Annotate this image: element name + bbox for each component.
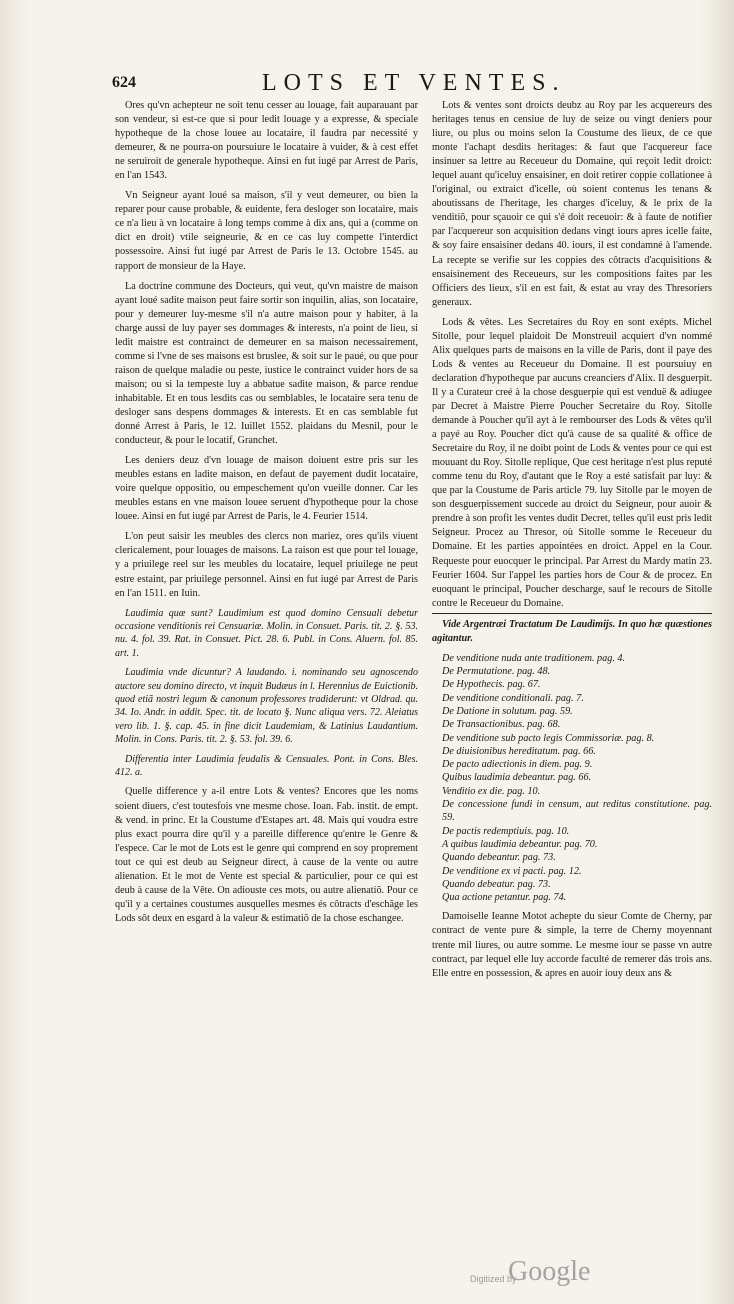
right-column [432,99,712,987]
page-number: 624 [112,74,136,91]
paragraph: Ores qu'vn achepteur ne soit tenu cesser au louage, fait auparauant par son vendeur, si est-ce que si pour ledit louage y a expresse, & speciale hypotheque de la chose louee au locataire, il faudra par necessité y demeurer, & ne pourra-on poursuiure le locataire à vuider, & à cest effet ne seruiroit de generale hypotheque. Ainsi en fut iugé par Arrest de Paris, en l'an 1543. [115,100,418,182]
list-item: De Permutatione. pag. 48. [442,666,551,678]
latin-citation: Laudimia vnde dicuntur? A laudando. i. nominando seu agnoscendo auctore seu domino directo, vt inquit Budæus in l. Herennius de Euictionib. quod etiã nostri legum & canonum professores tradiderunt: vt Oldrad. qu. 34. Io. Andr. in addit. Spec. tit. de locato §. Nunc aliqua vers. 72. Aleiatus vero lib. 1. §. cap. 45. in fine dicit Laudemiam, & Latinius Laudantium. Molin. in Cons. Paris. tit. 2. §. 53. fol. 39. 6. [115,667,418,746]
list-item: Qua actione petantur. pag. 74. [442,892,567,904]
paragraph: Les deniers deuz d'vn louage de maison doiuent estre pris sur les meubles estans en ladite maison, en defaut de payement dudit locataire, voire quelque oppositio, ou empeschement qu'on vueille donner. Car les meubles estans en vne maison louee seruent d'hypotheque pour la chose louee. Ainsi en fut iugé par Arrest de Paris, le 4. Feurier 1514. [115,455,418,523]
google-logo: Google [508,1256,591,1287]
list-item: De venditione ex vi pacti. pag. 12. [442,865,582,877]
paragraph: Lots & ventes sont droicts deubz au Roy par les acquereurs des heritages tenus en censiue de luy de seize ou vingt deniers pour liure, ou plus ou moins selon la Coustume des lieux, de ce que monte l'achapt desdits heritages: & faut que l'acquereur face insinuer sa lettre au Receueur du Domaine, qui reçoit ledit droict: lequel auant qu'iceluy ensaisiner, en doit retirer coppie collationee à l'original, ou extraict d'icelle, où soient contenus les tenans & aboutissans de l'heritage, les charges d'iceluy, & le prix de la venditiõ, pour sçauoir ce qui s'é doit receuoir: & à faute de notifier par l'acquereur son acquisition dedans vingt iours apres icelle faite, & soy faire ensaisiner dedans 40. iours, il est condamné à l'amende. La recepte se verifie sur les coppies des côtracts d'acquisitions & ensaisinement des Receueurs, sur les compositions faites par les Officiers des lieux, s'il en est fait, & estat au vray des Thresoriers generaux. [432,100,712,308]
list-item: Quando debeantur. pag. 73. [442,852,556,864]
list-item: De venditione nuda ante traditionem. pag. 4. [442,652,626,664]
paragraph: Vn Seigneur ayant loué sa maison, s'il y veut demeurer, ou bien la reparer pour cause probable, & euidente, fera desloger son locataire, mais ce n'a lieu à vn locataire à long temps comme à dix ans, qui a (comme on dict en droit) vtile seigneurie, & en ce cas luy compette l'interdict possessoire. Ainsi fut iugé par Arrest de Paris le 13. Octobre 1545. au rapport de monsieur de la Haye. [115,190,418,272]
list-item: De Hypothecis. pag. 67. [442,679,541,691]
paragraph: Lods & vêtes. Les Secretaires du Roy en sont exépts. Michel Sitolle, pour lequel plaidoit De Monstreuil acquiert d'vn nommé Alix quelques parts de maisons en la ville de Paris, dont il paye des Lods & ventes au Receueur du Domaine. Il est poursuiuy en declaration d'hypotheque par aucuns creanciers d'Alix. Il desguerpit. Il y a Curateur creé à la chose desguerpie qui est venduë & adiugee par Decret à Maistre Pierre Poucher Secretaire du Roy. Sitolle demande à Poucher qu'il ayt à le rembourser des Lods & vêtes qu'il a payé au Roy. Poucher dict qu'à cause de sa qualité & office de Secretaire du Roy, il ne doibt point de Lods & ventes pour ce qui est mouuant du Roy. Sitolle replique, Que cest heritage n'est plus reputé comme tenu du Roy, d'autant que le Roy a esté satisfait par luy: & que par la Coustume de Paris article 79. luy Sitolle par le moyen de son desguerpissement succede au droict du Seigneur, pour auoir & prendre à son profit les ventes dudit Decret, telles qu'il eust pris ledit Seigneur. Procez au Thresor, où Sitolle somme le Receueur du Domaine. Et les parties appointées en droict. Appel en la Cour. Requeste pour euocquer le principal. Par Arrest du Mardy matin 23. Feurier 1604. Sur l'appel les parties hors de Cour & de procez. En euoquant le principal, Poucher descharge, sauf le recours de Sitolle contre le Receueur du Domaine. [432,316,712,609]
running-title: LOTS ET VENTES. [262,70,566,96]
paragraph: La doctrine commune des Docteurs, qui veut, qu'vn maistre de maison ayant loué sadite maison peut faire sortir son inquilin, alias, son locataire, pour y demeurer luy-mesme s'il n'a autre maison pour y habiter, à la charge aussi de luy payer ses dommages & interests, n'a point de lieu, si ledit maistre est contrainct de demeurer en sa maison necessairement, comme si l'vne de ses maisons est bruslee, & soit sur le paué, ou que pour raison de quelque maladie ou peste, iustice le contrainct vuider hors de sa maison; ou si la tempeste luy a abbatue sadite maison, & parce rendue inhabitable. Et en tous lesdits cas ou semblables, le locataire sera tenu de desloger sans despens dommages & interests. Et en cas semblable fut donné Arrest à Paris, le 12. Iuillet 1552. plaidans du Mesnil, pour le conducteur, & pour le locatif, Granchet. [115,280,418,447]
list-item: De venditione conditionali. pag. 7. [442,692,584,704]
reference-list [432,652,712,905]
list-item: De Datione in solutum. pag. 59. [442,705,573,717]
paragraph: L'on peut saisir les meubles des clercs non mariez, ores qu'ils viuent clericalement, pour louages de maisons. La raison est que pour tel louage, y a priuilege reel sur les meubles du locataire, lequel priuilege ne peut estre estaint, par priuilege personnel. Ainsi en fut iugé par Arrest de Paris en l'an 1511. en Iuin. [115,531,418,599]
list-item: De concessione fundi in censum, aut reditus constitutione. pag. 59. [442,799,712,824]
latin-citation: Differentia inter Laudimia feudalis & Censuales. Pont. in Cons. Bles. 412. a. [115,753,418,779]
list-item: De diuisionibus hereditatum. pag. 66. [442,745,596,757]
digitized-by-label: Digitized by [470,1274,517,1284]
list-item: Quibus laudimia debeantur. pag. 66. [442,772,592,784]
list-item: Quando debeatur. pag. 73. [442,878,551,890]
list-item: De pactis redemptiuis. pag. 10. [442,825,570,837]
list-item: De pacto adiectionis in diem. pag. 9. [442,759,593,771]
list-item: Venditio ex die. pag. 10. [442,785,541,797]
digitization-watermark [470,1256,670,1296]
paragraph: Damoiselle Ieanne Motot achepte du sieur Comte de Cherny, par contract de vente pure & simple, la terre de Cherny moyennant trente mil liures, ou autre somme. Le mesme iour se passe vn autre contract, par lequel elle luy accorde faculté de remerer dás trois ans. Elle entre en possession, & apres en auoir iouy deux ans & [432,911,712,979]
references-heading: Vide Argentræi Tractatum De Laudimijs. In quo hæ quæstiones agitantur. [432,618,712,644]
list-item: De Transactionibus. pag. 68. [442,719,561,731]
list-item: De venditione sub pacto legis Commissoriæ. pag. 8. [442,732,655,744]
page-header [112,42,712,96]
section-divider [432,613,712,614]
left-column [115,99,418,932]
list-item: A quibus laudimia debeantur. pag. 70. [442,838,598,850]
latin-citation: Laudimia quæ sunt? Laudimium est quod domino Censuali debetur occasione venditionis rei Censuariæ. Molin. in Consuet. Paris. tit. 2. §. 53. nu. 4. fol. 39. Rat. in Consuet. Pict. 28. 6. Publ. in Cons. Aluern. fol. 85. art. 1. [115,607,418,659]
paragraph: Quelle difference y a-il entre Lots & ventes? Encores que les noms soient diuers, c'est toutesfois vne mesme chose. Ioan. Fab. instit. de empt. & vend. in princ. Et la Coustume d'Estapes art. 48. Mais qui voudra estre plus exact pourra dire qu'il y a pareille difference qu'entre le Genre & l'espece. Car le mot de Lots est le genre qui comprend en soy proprement tout ce qui est deub au Seigneur direct, à cause de la vente ou autre alienation. Et le mot de Vente est special & particulier, pour ce qui est deub à cause de la Vête. On adiouste ces mots, ou autre alienatiõ. Pour ce qu'il y a certaines coustumes ausquelles mesmes és côtracts d'eschãge les Lods sôt deux en esgard à la valeur & estimatiõ de la chose eschangee. [115,786,418,924]
